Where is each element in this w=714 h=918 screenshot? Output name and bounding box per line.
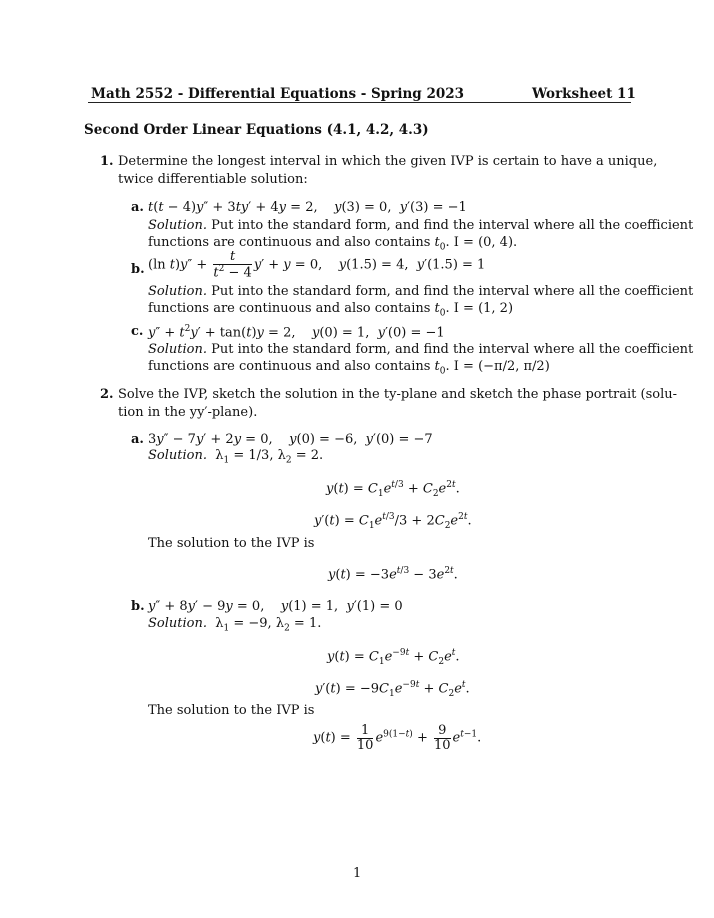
solution-text: Put into the standard form, and find the interval where all the coefficient: [211, 342, 694, 357]
header-rule: [88, 102, 631, 103]
problem-2-number: 2.: [100, 387, 114, 402]
solution-label: Solution.: [148, 616, 207, 631]
general-solution-2b: $y(t) = C_1e^{-9t} + C_2e^t$.: [327, 648, 460, 667]
interval-answer: I = (0, 4).: [453, 235, 518, 250]
ivp-statement-2a: The solution to the IVP is: [148, 536, 315, 551]
solution-1a-line1: [148, 218, 693, 233]
worksheet-label: Worksheet 11: [532, 86, 636, 102]
equation-1c: $y'' + t^2y' + \tan(t)y = 2$, y(0) = 1, y′(0) = −1: [148, 324, 445, 341]
solution-1b-line2: functions are continuous and also contains $t_0$. I = (1, 2): [148, 301, 514, 319]
solution-text: Put into the standard form, and find the interval where all the coefficient: [211, 284, 694, 299]
solution-label: Solution.: [148, 448, 207, 463]
section-title: Second Order Linear Equations (4.1, 4.2, 4.3): [84, 122, 429, 138]
solution-2b: Solution. $\lambda_1 = -9$, $\lambda_2 = 1$.: [148, 616, 322, 634]
solution-text: Put into the standard form, and find the interval where all the coefficient: [211, 218, 694, 233]
problem-1-text-cont: twice differentiable solution:: [118, 172, 308, 187]
problem-1-text: Determine the longest interval in which the given IVP is certain to have a unique,: [118, 154, 658, 169]
general-solution-2a: $y(t) = C_1e^{t/3} + C_2e^{2t}$.: [326, 480, 460, 499]
ivp-solution-2a: $y(t) = -3e^{t/3} - 3e^{2t}$.: [328, 566, 458, 583]
derivative-2b: $y'(t) = -9C_1e^{-9t} + C_2e^t$.: [315, 680, 470, 699]
equation-2a: 3y″ − 7y′ + 2y = 0, y(0) = −6, y′(0) = −7: [148, 432, 433, 447]
part-1a-label: a.: [131, 200, 144, 215]
solution-1c-line2: functions are continuous and also contains $t_0$. I = (−π/2, π/2): [148, 359, 550, 377]
page-number: 1: [353, 866, 362, 881]
solution-text: functions are continuous and also contains: [148, 359, 431, 374]
solution-label: Solution.: [148, 342, 207, 357]
interval-answer: I = (1, 2): [453, 301, 514, 316]
solution-1a-line2: functions are continuous and also contains $t_0$. I = (0, 4).: [148, 235, 518, 253]
part-2a-label: a.: [131, 432, 144, 447]
ivp-statement-2b: The solution to the IVP is: [148, 703, 315, 718]
derivative-2a: $y'(t) = C_1e^{t/3}/3 + 2C_2e^{2t}$.: [314, 512, 472, 531]
solution-text: functions are continuous and also contains: [148, 301, 431, 316]
problem-2-text: Solve the IVP, sketch the solution in the ty-plane and sketch the phase portrait (solu-: [118, 387, 678, 402]
part-1c-label: c.: [131, 324, 144, 339]
part-1b-label: b.: [131, 262, 145, 277]
solution-1c-line1: [148, 342, 693, 357]
equation-2b: y″ + 8y′ − 9y = 0, y(1) = 1, y′(1) = 0: [148, 599, 403, 614]
equation-1b: (ln t)y″ + $\frac{t}{t^2 - 4}$ y′ + y = 0, y(1.5) = 4, y′(1.5) = 1: [148, 249, 486, 280]
course-title: Math 2552 - Differential Equations - Spring 2023: [91, 86, 465, 102]
solution-text: functions are continuous and also contains: [148, 235, 431, 250]
interval-answer: I = (−π/2, π/2): [453, 359, 550, 374]
problem-2-text-cont: tion in the yy′-plane).: [118, 405, 258, 420]
ivp-solution-2b: y(t) = $\frac{1}{10}$ $e^{9(1-t)}$ + $\frac{9}{10}$ $e^{t-1}$.: [313, 723, 482, 753]
part-2b-label: b.: [131, 599, 145, 614]
solution-label: Solution.: [148, 284, 207, 299]
solution-1b-line1: [148, 284, 693, 299]
equation-1a: t(t − 4)y″ + 3ty′ + 4y = 2, y(3) = 0, y′(3) = −1: [148, 200, 467, 215]
problem-1-number: 1.: [100, 154, 114, 169]
solution-2a: Solution. $\lambda_1 = 1/3$, $\lambda_2 = 2$.: [148, 448, 324, 466]
solution-label: Solution.: [148, 218, 207, 233]
